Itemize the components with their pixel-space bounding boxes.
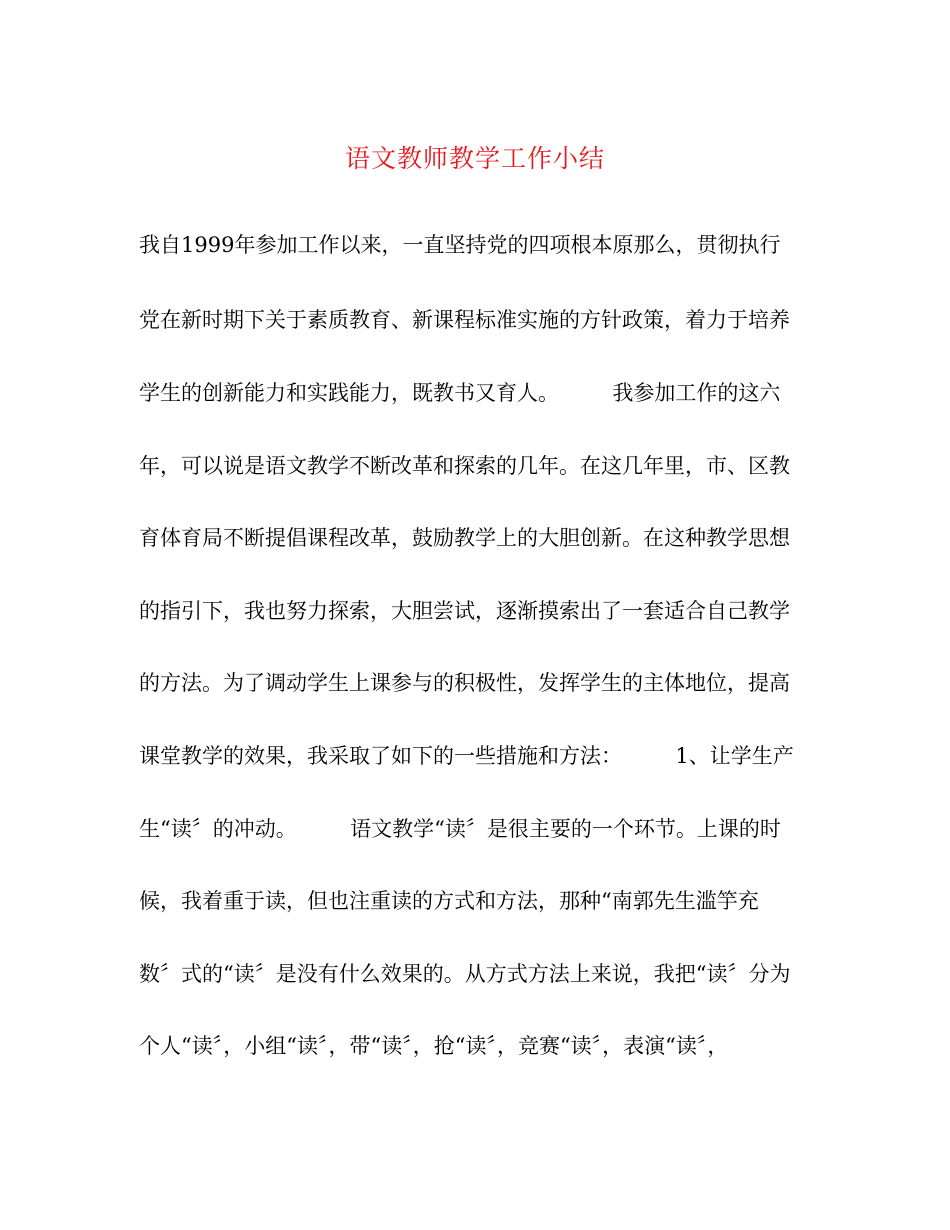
body-line-5: 育体育局不断提倡课程改革，鼓励教学上的大胆创新。在这种教学思想 <box>139 526 790 550</box>
body-line-10: 候，我着重于读，但也注重读的方式和方法，那种“南郭先生滥竽充 <box>139 889 759 913</box>
body-line-11: 数〞式的“读〞是没有什么效果的。从方式方法上来说，我把“读〞分为 <box>139 962 791 986</box>
body-line-4: 年，可以说是语文教学不断改革和探索的几年。在这几年里，市、区教 <box>139 454 790 478</box>
body-line-3: 学生的创新能力和实践能力，既教书又育人。 我参加工作的这六 <box>139 381 781 405</box>
document-title: 语文教师教学工作小结 <box>344 144 605 173</box>
body-line-6: 的指引下，我也努力探索，大胆尝试，逐渐摸索出了一套适合自己教学 <box>139 599 790 623</box>
body-line-1: 我自1999年参加工作以来，一直坚持党的四项根本原那么，贯彻执行 <box>139 233 781 257</box>
body-line-7: 的方法。为了调动学生上课参与的积极性，发挥学生的主体地位，提高 <box>139 671 790 695</box>
body-line-8: 课堂教学的效果，我采取了如下的一些措施和方法： 1、让学生产 <box>139 744 794 768</box>
body-line-9: 生“读〞的冲动。 语文教学“读〞是很主要的一个环节。上课的时 <box>139 817 781 841</box>
body-line-12: 个人“读〞，小组“读〞，带“读〞，抢“读〞，竞赛“读〞，表演“读〞， <box>139 1034 729 1058</box>
body-line-2: 党在新时期下关于素质教育、新课程标准实施的方针政策，着力于培养 <box>139 308 790 332</box>
